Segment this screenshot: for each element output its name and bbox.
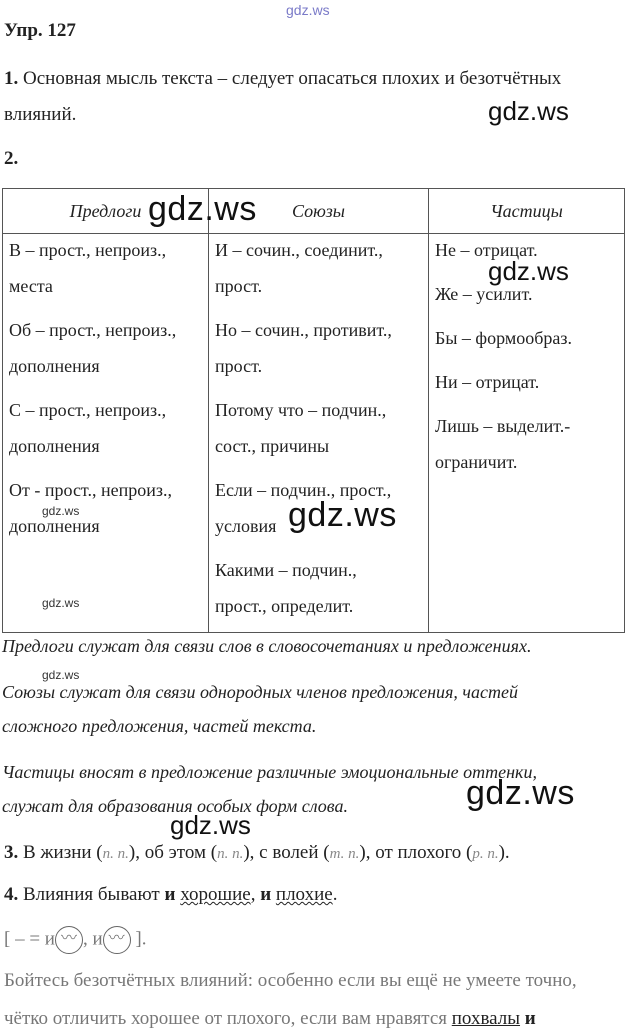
watermark: gdz.ws (288, 496, 397, 534)
punct: , (250, 884, 256, 905)
case-abbr: р. п. (472, 846, 499, 862)
conjunctions-cell (209, 234, 429, 633)
note-conjunctions-2: сложного предложения, частей текста. (2, 716, 317, 736)
conj-line: сост., причины (215, 436, 330, 456)
exercise-title: Упр. 127 (4, 20, 76, 41)
conjunction-i: и (524, 1008, 536, 1029)
task1-text: Основная мысль текста – следует опасаться плохих и безотчётных (23, 68, 562, 89)
punct: . (332, 884, 338, 905)
conj-line: Потому что – подчин., (215, 400, 387, 420)
task3-text: ), об этом ( (128, 842, 218, 863)
particle-line: Ни – отрицат. (435, 372, 540, 392)
note-particles-2: служат для образования особых форм слова. (2, 796, 348, 816)
conj-line: Какими – подчин., (215, 560, 357, 580)
conj-line: И – сочин., соединит., (215, 240, 383, 260)
case-abbr: п. п. (102, 846, 129, 862)
particle-line: Лишь – выделит.- (435, 416, 571, 436)
watermark: gdz.ws (488, 256, 569, 286)
conj-line: Если – подчин., прост., (215, 480, 392, 500)
task3-number: 3. (4, 842, 19, 863)
task4-line (4, 884, 618, 906)
particle-line: ограничит. (435, 452, 518, 472)
prep-line: С – прост., непроиз., (9, 400, 167, 420)
sentence-scheme (4, 926, 618, 954)
task3-text: ), от плохого ( (359, 842, 473, 863)
case-abbr: п. п. (217, 846, 244, 862)
watermark: gdz.ws (488, 96, 569, 126)
conj-line: прост. (215, 356, 263, 376)
conj-line: Но – сочин., противит., (215, 320, 392, 340)
particles-cell (429, 234, 625, 633)
conjunction-i: и (164, 884, 176, 905)
watermark: gdz.ws (286, 2, 330, 18)
prep-line: дополнения (9, 436, 100, 456)
task4-paragraph-1: Бойтесь безотчётных влияний: особенно если вы ещё не умеете точно, (4, 970, 577, 991)
header-particles: Частицы (429, 189, 625, 234)
watermark: gdz.ws (148, 190, 257, 228)
prep-line: Об – прост., непроиз., (9, 320, 177, 340)
wave-circle-icon: 〰 (103, 926, 131, 954)
note-conjunctions-1: Союзы служат для связи однородных членов предложения, частей (2, 682, 518, 702)
watermark: gdz.ws (170, 810, 251, 840)
task3-text: ). (498, 842, 510, 863)
particle-line: Же – усилит. (435, 284, 533, 304)
task3-line (4, 842, 618, 864)
task1-number: 1. (4, 68, 19, 89)
task4-paragraph-2 (4, 1008, 618, 1030)
conj-line: условия (215, 516, 277, 536)
particle-line: Не – отрицат. (435, 240, 538, 260)
underlined-word: похвалы (451, 1008, 521, 1029)
note-prepositions: Предлоги служат для связи слов в словосочетаниях и предложениях. (2, 636, 532, 656)
scheme-text: [ – = и (4, 928, 55, 950)
wave-circle-icon: 〰 (55, 926, 83, 954)
conj-line: прост. (215, 276, 263, 296)
task3-text: В жизни ( (23, 842, 103, 863)
prep-line: места (9, 276, 53, 296)
parts-of-speech-table (2, 188, 625, 633)
prep-line: От - прост., непроиз., (9, 480, 172, 500)
task2-number: 2. (4, 148, 19, 169)
watermark: gdz.ws (42, 668, 80, 682)
paragraph-text: чётко отличить хорошее от плохого, если вам нравятся (4, 1008, 448, 1029)
task4-number: 4. (4, 884, 19, 905)
watermark: gdz.ws (42, 596, 80, 610)
watermark: gdz.ws (466, 774, 575, 812)
task3-text: ), с волей ( (243, 842, 330, 863)
homogeneous-member: плохие (275, 884, 333, 905)
conjunction-i: и (260, 884, 272, 905)
case-abbr: т. п. (329, 846, 360, 862)
scheme-text: , и (82, 928, 103, 950)
note-particles-1: Частицы вносят в предложение различные эмоциональные оттенки, (2, 762, 537, 782)
prep-line: дополнения (9, 356, 100, 376)
conj-line: прост., определит. (215, 596, 354, 616)
header-prepositions: Предлоги (3, 189, 209, 234)
header-conjunctions: Союзы (209, 189, 429, 234)
particle-line: Бы – формообраз. (435, 328, 572, 348)
task4-text: Влияния бывают (23, 884, 160, 905)
homogeneous-member: хорошие (180, 884, 251, 905)
watermark: gdz.ws (42, 504, 80, 518)
prep-line: В – прост., непроиз., (9, 240, 167, 260)
scheme-text: ]. (135, 928, 147, 950)
prepositions-cell (3, 234, 209, 633)
task1-line2: влияний. (4, 104, 77, 125)
task1-line1 (4, 68, 618, 90)
prep-line: дополнения (9, 516, 100, 536)
